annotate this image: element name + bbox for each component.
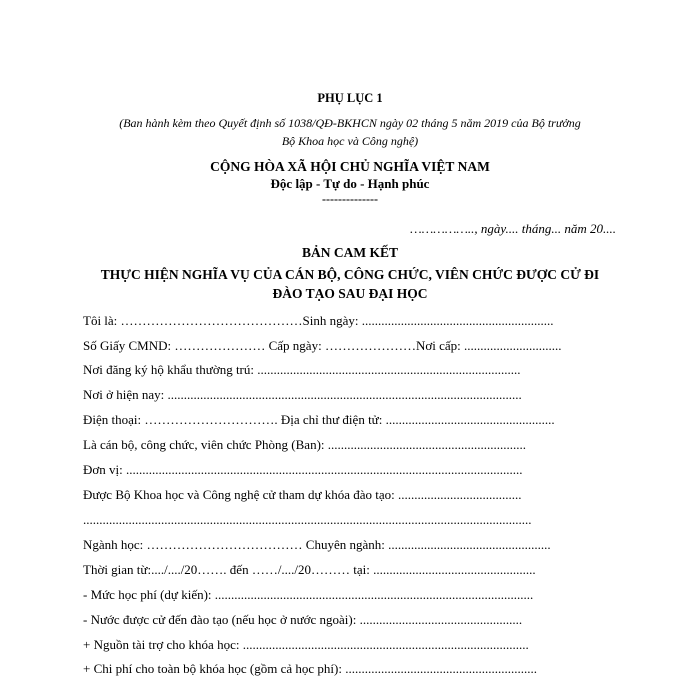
field-unit: Đơn vị: .......................................................................................................................... [83, 462, 523, 477]
field-total-cost: + Chi phí cho toàn bộ khóa học (gồm cả học phí): ........................................................... [83, 661, 537, 676]
field-name: Tôi là: ……………………………………Sinh ngày: ........................................................... [83, 313, 554, 328]
doc-title: BẢN CAM KẾT [301, 245, 398, 260]
field-course-continued: .......................................................................................................................................... [83, 512, 532, 527]
appendix-note-line1: (Ban hành kèm theo Quyết định số 1038/QĐ-BKHCN ngày 02 tháng 5 năm 2019 của Bộ trưởng [119, 116, 581, 130]
field-duration: Thời gian từ:..../..../20……. đến ……/..../20……… tại: .................................................. [83, 562, 536, 577]
field-major: Ngành học: ……………………………… Chuyên ngành: .................................................. [83, 537, 551, 552]
field-phone: Điện thoại: …………………………. Địa chỉ thư điện tử: .................................................... [83, 412, 555, 427]
field-funding: + Nguồn tài trợ cho khóa học: ........................................................................................ [83, 637, 529, 652]
doc-subtitle-line2: ĐÀO TẠO SAU ĐẠI HỌC [272, 286, 428, 301]
field-position: Là cán bộ, công chức, viên chức Phòng (Ban): ............................................................. [83, 437, 527, 452]
motto: Độc lập - Tự do - Hạnh phúc [270, 176, 430, 191]
appendix-note-line2: Bộ Khoa học và Công nghệ) [281, 134, 419, 148]
field-course: Được Bộ Khoa học và Công nghệ cử tham dự khóa đào tạo: ...................................... [83, 487, 522, 502]
field-household: Nơi đăng ký hộ khẩu thường trú: ................................................................................. [83, 362, 521, 377]
field-country: - Nước được cử đến đào tạo (nếu học ở nước ngoài): .................................................. [83, 612, 523, 627]
field-id: Số Giấy CMND: ………………… Cấp ngày: …………………Nơi cấp: .............................. [83, 338, 562, 353]
date-line: …………….., ngày.... tháng... năm 20.... [410, 221, 616, 236]
doc-subtitle-line1: THỰC HIỆN NGHĨA VỤ CỦA CÁN BỘ, CÔNG CHỨC, VIÊN CHỨC ĐƯỢC CỬ ĐI [100, 267, 600, 282]
appendix-title: PHỤ LỤC 1 [317, 91, 383, 105]
field-tuition-fee: - Mức học phí (dự kiến): .................................................................................................. [83, 587, 534, 602]
nation-header: CỘNG HÒA XÃ HỘI CHỦ NGHĨA VIỆT NAM [210, 159, 490, 174]
header-divider: -------------- [322, 192, 378, 206]
field-residence: Nơi ở hiện nay: ............................................................................................................. [83, 387, 522, 402]
